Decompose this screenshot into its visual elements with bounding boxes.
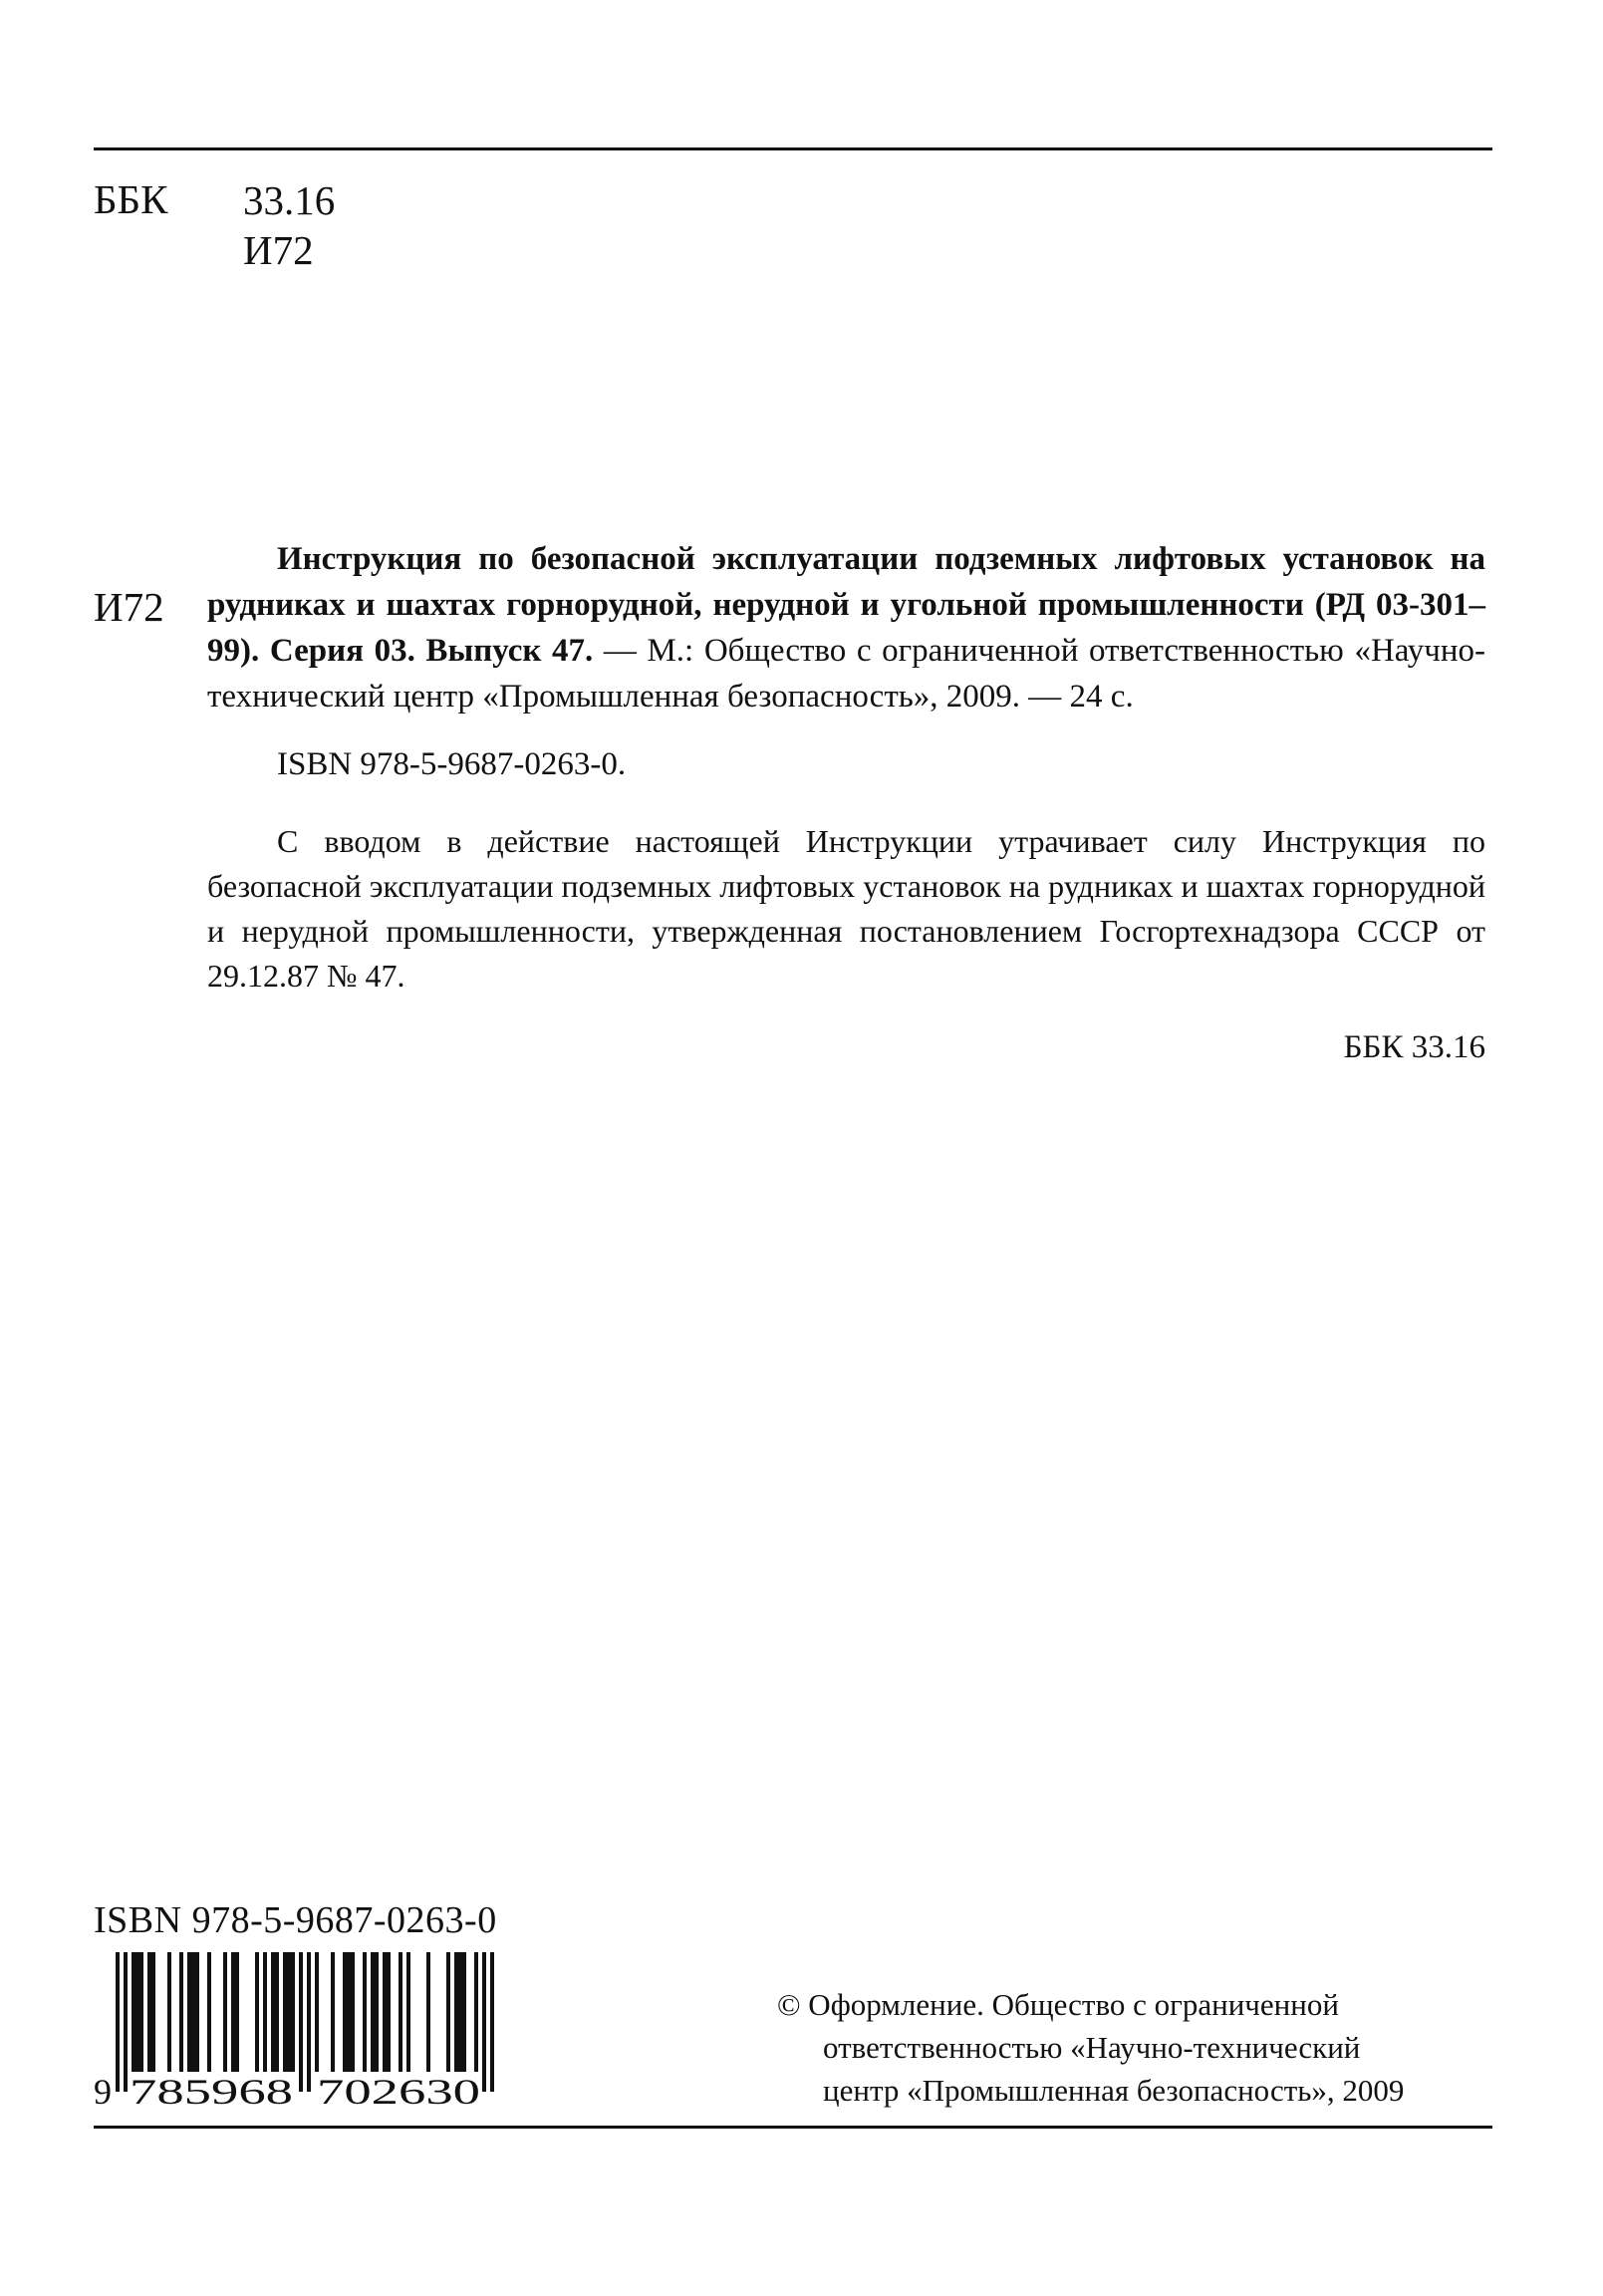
bibliographic-record [207,536,1485,1070]
barcode-bar [331,1952,335,2072]
barcode-bar [275,1952,279,2072]
barcode-bar [167,1952,171,2072]
supersession-note: С вводом в действие настоящей Инструкции утрачивает силу Инструкция по безопасной эксплуатации подземных лифтовых установок на рудниках и шахтах горнорудной и нерудной промышленности, утвержденная постановлением Госгортехнадзора СССР от 29.12.87 № 47. [207,823,1485,994]
barcode-bar [363,1952,367,2072]
barcode-bar [287,1952,291,2072]
copyright-line-2: ответственностью «Научно-технический [823,2030,1361,2065]
barcode-bar [191,1952,195,2072]
copyright-line-3: центр «Промышленная безопасность», 2009 [823,2073,1405,2108]
citation-publication: — М.: Общество с ограниченной ответственностью «Научно-технический центр «Промышленная безопасность», 2009. — 24 с. [207,633,1485,715]
barcode-bar [399,1952,402,2072]
top-rule [94,147,1492,150]
barcode-bar [124,1952,128,2092]
isbn-line: ISBN 978-5-9687-0263-0. [277,746,627,782]
barcode-bar [315,1952,319,2072]
barcode-bar [151,1952,155,2072]
barcode-bar [343,1952,347,2072]
citation [207,536,1485,719]
copyright-line-1: © Оформление. Общество с ограниченной [777,1987,1339,2022]
barcode-bar [116,1952,120,2092]
barcode-bar [347,1952,351,2072]
barcode-bar [207,1952,211,2072]
barcode-left-digits: 785968 [130,2072,293,2108]
barcode-right-digits: 702630 [317,2072,480,2108]
barcode-bar [139,1952,143,2072]
barcode-bar [235,1952,239,2072]
barcode-bar [231,1952,235,2072]
barcode-isbn-text: ISBN 978-5-9687-0263-0 [94,1899,497,1941]
barcode-bar [351,1952,355,2072]
barcode-bar [255,1952,259,2072]
barcode-bar [426,1952,430,2072]
barcode-lead-digit: 9 [94,2072,112,2108]
barcode-bar [490,1952,494,2092]
author-mark: И72 [94,584,164,630]
barcode-bar [299,1952,303,2092]
citation-title: Инструкция по безопасной эксплуатации подземных лифтовых установок на рудниках и шахтах горнорудной, нерудной и угольной промышленности (РД 03-301–99). Серия 03. Выпуск 47. [207,541,1485,669]
bbk-right: ББК 33.16 [1343,1029,1485,1065]
barcode-bar [283,1952,287,2072]
isbn-barcode [94,1898,512,2108]
barcode-bar [223,1952,227,2072]
barcode-bar [474,1952,478,2072]
barcode-bar [179,1952,183,2072]
copyright-notice [777,1983,1404,2112]
bbk-codes [243,175,335,275]
barcode-bar [195,1952,199,2072]
barcode-bar [371,1952,375,2072]
barcode-bar [454,1952,458,2072]
barcode-bar [482,1952,486,2092]
barcode-bar [291,1952,295,2072]
barcode-bar [132,1952,135,2072]
barcode-bar [406,1952,410,2072]
barcode-bar [387,1952,391,2072]
barcode-bar [307,1952,311,2092]
barcode-bar [263,1952,267,2072]
barcode-bar [135,1952,139,2072]
barcode-bar [271,1952,275,2072]
barcode-bar [375,1952,379,2072]
bbk-label: ББК [94,176,168,222]
barcode-bar [147,1952,151,2072]
barcode-bar [462,1952,466,2072]
barcode-bar [187,1952,191,2072]
barcode-bar [458,1952,462,2072]
bottom-rule [94,2126,1492,2129]
barcode-bar [446,1952,450,2072]
author-sign-code: И72 [243,227,314,273]
barcode-bar [383,1952,387,2072]
barcode-image [94,1948,502,2108]
bbk-code: 33.16 [243,177,336,223]
